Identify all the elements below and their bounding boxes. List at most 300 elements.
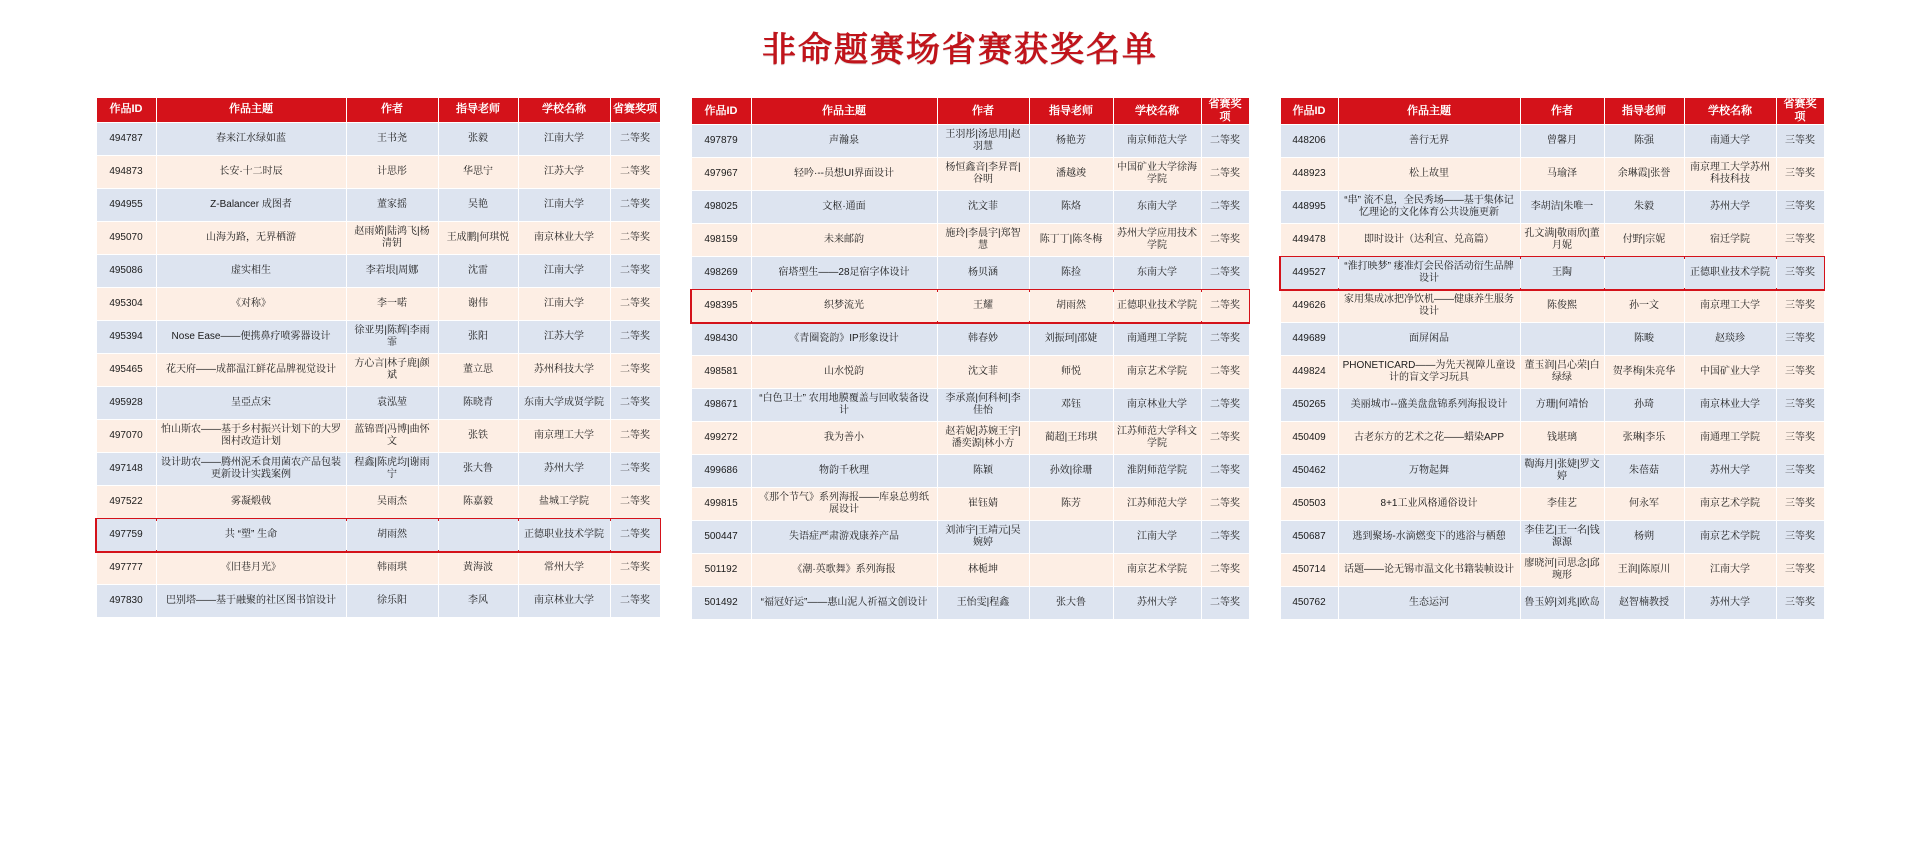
- table-row: [691, 125, 1249, 158]
- cell-author: 王书尧: [346, 123, 438, 156]
- table-wrap-left: [96, 97, 661, 618]
- cell-author: 徐亚男|陈辉|李雨霏: [346, 321, 438, 354]
- cell-award: 二等奖: [1201, 290, 1249, 323]
- column-header-theme: 作品主题: [751, 98, 937, 125]
- cell-teacher: 胡雨然: [1029, 290, 1113, 323]
- cell-teacher: 陈晓青: [438, 387, 518, 420]
- cell-theme: 文枢·通面: [751, 191, 937, 224]
- cell-theme: 物韵千秋理: [751, 455, 937, 488]
- cell-school: 中国矿业大学徐海学院: [1113, 158, 1201, 191]
- cell-award: 二等奖: [610, 156, 660, 189]
- table-row: [1280, 125, 1824, 158]
- cell-school: 常州大学: [518, 552, 610, 585]
- cell-id: 497759: [96, 519, 156, 552]
- table-row: [691, 224, 1249, 257]
- cell-id: 499686: [691, 455, 751, 488]
- cell-theme: 《那个节气》系列海报——库泉总剪纸展设计: [751, 488, 937, 521]
- cell-theme: 花天府——成都温江鲜花品牌视觉设计: [156, 354, 346, 387]
- cell-id: 498430: [691, 323, 751, 356]
- column-header-award: 省赛奖项: [1776, 98, 1824, 125]
- cell-school: 宿迁学院: [1684, 224, 1776, 257]
- cell-award: 二等奖: [1201, 455, 1249, 488]
- cell-theme: 未来邮韵: [751, 224, 937, 257]
- cell-theme: 山水悦韵: [751, 356, 937, 389]
- cell-id: 497522: [96, 486, 156, 519]
- cell-theme: 《对称》: [156, 288, 346, 321]
- cell-award: 三等奖: [1776, 422, 1824, 455]
- cell-id: 494955: [96, 189, 156, 222]
- cell-award: 二等奖: [610, 189, 660, 222]
- cell-teacher: 王成鹏|何琪悦: [438, 222, 518, 255]
- cell-award: 三等奖: [1776, 554, 1824, 587]
- cell-theme: 失语症严肃游戏康养产品: [751, 521, 937, 554]
- cell-teacher: 黄海波: [438, 552, 518, 585]
- cell-id: 495928: [96, 387, 156, 420]
- cell-award: 二等奖: [1201, 587, 1249, 620]
- cell-school: 南京林业大学: [1684, 389, 1776, 422]
- cell-teacher: 华思宁: [438, 156, 518, 189]
- cell-award: 二等奖: [1201, 191, 1249, 224]
- table-row: [691, 290, 1249, 323]
- cell-award: 三等奖: [1776, 488, 1824, 521]
- cell-school: 南京师范大学: [1113, 125, 1201, 158]
- cell-school: 苏州科技大学: [518, 354, 610, 387]
- table-row: [691, 323, 1249, 356]
- table-row: [96, 387, 660, 420]
- cell-award: 三等奖: [1776, 158, 1824, 191]
- cell-award: 三等奖: [1776, 356, 1824, 389]
- cell-id: 494787: [96, 123, 156, 156]
- cell-id: 450687: [1280, 521, 1338, 554]
- cell-theme: 即时设计（达利宣、兑高篇）: [1338, 224, 1520, 257]
- cell-teacher: 邓钰: [1029, 389, 1113, 422]
- cell-author: 董玉润|吕心荣|白绿绿: [1520, 356, 1604, 389]
- cell-theme: 话题——论无锡市温文化书籍装帧设计: [1338, 554, 1520, 587]
- cell-school: 中国矿业大学: [1684, 356, 1776, 389]
- column-header-theme: 作品主题: [156, 98, 346, 123]
- table-row: [1280, 554, 1824, 587]
- cell-theme: “淮打映梦” 瘘准灯会民俗活动衍生品牌设计: [1338, 257, 1520, 290]
- cell-teacher: 蔺超|王玮琪: [1029, 422, 1113, 455]
- cell-school: 江南大学: [518, 189, 610, 222]
- table-row: [96, 288, 660, 321]
- cell-teacher: 董立思: [438, 354, 518, 387]
- cell-theme: 古老东方的艺术之花——蜡染APP: [1338, 422, 1520, 455]
- cell-id: 495086: [96, 255, 156, 288]
- cell-teacher: 陈强: [1604, 125, 1684, 158]
- cell-award: 三等奖: [1776, 323, 1824, 356]
- table-row: [691, 422, 1249, 455]
- cell-school: 南京林业大学: [1113, 389, 1201, 422]
- cell-school: 江苏大学: [518, 156, 610, 189]
- cell-id: 495394: [96, 321, 156, 354]
- column-header-id: 作品ID: [96, 98, 156, 123]
- cell-award: 二等奖: [1201, 389, 1249, 422]
- cell-author: 孔文满|敬雨欣|董月妮: [1520, 224, 1604, 257]
- table-row: [1280, 521, 1824, 554]
- cell-id: 497070: [96, 420, 156, 453]
- cell-id: 498671: [691, 389, 751, 422]
- cell-id: 498159: [691, 224, 751, 257]
- cell-teacher: 陈芳: [1029, 488, 1113, 521]
- cell-school: 东南大学: [1113, 257, 1201, 290]
- cell-author: 李若垠|周娜: [346, 255, 438, 288]
- cell-author: 陈颖: [937, 455, 1029, 488]
- cell-teacher: 张大鲁: [1029, 587, 1113, 620]
- table-row: [96, 585, 660, 618]
- cell-award: 三等奖: [1776, 389, 1824, 422]
- table-row: [1280, 158, 1824, 191]
- cell-author: 徐乐阳: [346, 585, 438, 618]
- cell-award: 二等奖: [1201, 356, 1249, 389]
- table-row: [1280, 587, 1824, 620]
- cell-award: 三等奖: [1776, 290, 1824, 323]
- cell-id: 501192: [691, 554, 751, 587]
- cell-school: 南京艺术学院: [1684, 521, 1776, 554]
- cell-teacher: 余琳霞|张誉: [1604, 158, 1684, 191]
- cell-theme: 山海为路，无界栖游: [156, 222, 346, 255]
- cell-award: 二等奖: [610, 387, 660, 420]
- cell-theme: 松上故里: [1338, 158, 1520, 191]
- column-header-id: 作品ID: [691, 98, 751, 125]
- cell-award: 三等奖: [1776, 224, 1824, 257]
- cell-teacher: 张毅: [438, 123, 518, 156]
- cell-id: 498269: [691, 257, 751, 290]
- cell-theme: 面屏闲品: [1338, 323, 1520, 356]
- cell-id: 448923: [1280, 158, 1338, 191]
- cell-school: 正德职业技术学院: [1113, 290, 1201, 323]
- table-row: [96, 255, 660, 288]
- table-row: [1280, 224, 1824, 257]
- cell-school: 南京理工大学苏州科技科技: [1684, 158, 1776, 191]
- cell-award: 二等奖: [1201, 323, 1249, 356]
- cell-teacher: 何永军: [1604, 488, 1684, 521]
- cell-school: 东南大学成贤学院: [518, 387, 610, 420]
- cell-author: 蓝锦晋|冯博|曲怀文: [346, 420, 438, 453]
- cell-teacher: 孙琦: [1604, 389, 1684, 422]
- cell-award: 二等奖: [610, 552, 660, 585]
- cell-author: 赵雨婼|陆鸿飞|杨清钥: [346, 222, 438, 255]
- cell-id: 494873: [96, 156, 156, 189]
- cell-teacher: 谢伟: [438, 288, 518, 321]
- column-header-id: 作品ID: [1280, 98, 1338, 125]
- table-header-row: [691, 98, 1249, 125]
- table-row: [1280, 191, 1824, 224]
- cell-id: 449527: [1280, 257, 1338, 290]
- table-row: [96, 156, 660, 189]
- cell-id: 498581: [691, 356, 751, 389]
- cell-teacher: [1029, 521, 1113, 554]
- cell-teacher: 张阳: [438, 321, 518, 354]
- column-header-award: 省赛奖项: [610, 98, 660, 123]
- cell-school: 南通大学: [1684, 125, 1776, 158]
- cell-id: 448995: [1280, 191, 1338, 224]
- cell-theme: Nose Ease——便携鼻疗喷雾器设计: [156, 321, 346, 354]
- cell-award: 二等奖: [610, 321, 660, 354]
- cell-school: 盐城工学院: [518, 486, 610, 519]
- cell-author: 曾馨月: [1520, 125, 1604, 158]
- cell-theme: Z-Balancer 成图者: [156, 189, 346, 222]
- table-row: [691, 356, 1249, 389]
- cell-author: 鞫海月|张婕|罗文婷: [1520, 455, 1604, 488]
- cell-teacher: 付野|宗妮: [1604, 224, 1684, 257]
- cell-school: 江南大学: [518, 123, 610, 156]
- cell-theme: 美丽城市--盛美盘盘锦系列海报设计: [1338, 389, 1520, 422]
- cell-theme: “串” 流不息，全民秀场——基于集体记忆理论的文化体育公共设施更新: [1338, 191, 1520, 224]
- cell-school: 苏州大学应用技术学院: [1113, 224, 1201, 257]
- cell-id: 495465: [96, 354, 156, 387]
- cell-id: 495070: [96, 222, 156, 255]
- column-header-school: 学校名称: [1684, 98, 1776, 125]
- cell-id: 450503: [1280, 488, 1338, 521]
- table-row: [1280, 455, 1824, 488]
- cell-theme: 怕山斯农——基于乡村振兴计划下的大罗图村改造计划: [156, 420, 346, 453]
- cell-theme: 《潮·英歌舞》系列海报: [751, 554, 937, 587]
- cell-teacher: 陈烙: [1029, 191, 1113, 224]
- table-wrap-right: [1280, 97, 1825, 620]
- cell-author: 崔钰婧: [937, 488, 1029, 521]
- cell-award: 二等奖: [610, 519, 660, 552]
- cell-id: 498025: [691, 191, 751, 224]
- cell-award: 二等奖: [1201, 488, 1249, 521]
- table-header-row: [1280, 98, 1824, 125]
- cell-theme: 家用集成冰把净饮机——健康养生服务设计: [1338, 290, 1520, 323]
- cell-id: 497967: [691, 158, 751, 191]
- cell-author: 李承熹|何科柯|李佳怡: [937, 389, 1029, 422]
- cell-award: 三等奖: [1776, 125, 1824, 158]
- cell-school: 苏州大学: [1684, 587, 1776, 620]
- cell-author: 杨贝涵: [937, 257, 1029, 290]
- cell-school: 正德职业技术学院: [1684, 257, 1776, 290]
- cell-id: 500447: [691, 521, 751, 554]
- cell-school: 南京艺术学院: [1684, 488, 1776, 521]
- cell-theme: 《青圈瓷韵》IP形象设计: [751, 323, 937, 356]
- cell-author: 李佳艺: [1520, 488, 1604, 521]
- cell-id: 495304: [96, 288, 156, 321]
- cell-school: 赵琰珍: [1684, 323, 1776, 356]
- table-row: [691, 257, 1249, 290]
- cell-school: 淮阴师范学院: [1113, 455, 1201, 488]
- table-row: [1280, 257, 1824, 290]
- column-header-school: 学校名称: [1113, 98, 1201, 125]
- cell-teacher: 赵智楠教授: [1604, 587, 1684, 620]
- cell-author: 王耀: [937, 290, 1029, 323]
- table-row: [96, 321, 660, 354]
- cell-teacher: 王润|陈原川: [1604, 554, 1684, 587]
- cell-teacher: 孙一文: [1604, 290, 1684, 323]
- cell-id: 501492: [691, 587, 751, 620]
- cell-id: 448206: [1280, 125, 1338, 158]
- cell-theme: 8+1工业风格通俗设计: [1338, 488, 1520, 521]
- cell-school: 苏州大学: [1684, 191, 1776, 224]
- cell-award: 二等奖: [610, 123, 660, 156]
- cell-id: 449824: [1280, 356, 1338, 389]
- tables-container: [0, 97, 1920, 620]
- cell-award: 二等奖: [1201, 224, 1249, 257]
- cell-award: 二等奖: [610, 420, 660, 453]
- cell-school: 南通理工学院: [1684, 422, 1776, 455]
- cell-id: 498395: [691, 290, 751, 323]
- cell-id: 449626: [1280, 290, 1338, 323]
- cell-school: 南京理工大学: [1684, 290, 1776, 323]
- cell-author: 林栀坤: [937, 554, 1029, 587]
- cell-teacher: 杨艳芳: [1029, 125, 1113, 158]
- column-header-author: 作者: [346, 98, 438, 123]
- column-header-teacher: 指导老师: [1029, 98, 1113, 125]
- award-table-right: [1280, 97, 1825, 620]
- cell-theme: 善行无界: [1338, 125, 1520, 158]
- cell-teacher: 刘振珂|邵婕: [1029, 323, 1113, 356]
- cell-theme: 设计助农——腾州泥禾食用菌农产品包装更新设计实践案例: [156, 453, 346, 486]
- cell-author: 吴雨杰: [346, 486, 438, 519]
- award-table-middle: [691, 97, 1250, 620]
- table-row: [96, 519, 660, 552]
- cell-award: 二等奖: [1201, 158, 1249, 191]
- cell-award: 二等奖: [610, 288, 660, 321]
- cell-school: 东南大学: [1113, 191, 1201, 224]
- table-row: [96, 123, 660, 156]
- cell-school: 南京艺术学院: [1113, 356, 1201, 389]
- cell-author: 程鑫|陈虎均|谢雨宁: [346, 453, 438, 486]
- column-header-school: 学校名称: [518, 98, 610, 123]
- cell-teacher: 李风: [438, 585, 518, 618]
- table-row: [1280, 290, 1824, 323]
- cell-award: 二等奖: [610, 585, 660, 618]
- cell-id: 497148: [96, 453, 156, 486]
- column-header-author: 作者: [1520, 98, 1604, 125]
- table-row: [96, 354, 660, 387]
- cell-award: 二等奖: [610, 354, 660, 387]
- cell-award: 二等奖: [1201, 422, 1249, 455]
- cell-author: 袁泓堃: [346, 387, 438, 420]
- cell-theme: 共 “塑” 生命: [156, 519, 346, 552]
- cell-theme: 逃到聚场-水滴燃变下的逃浴与栖憩: [1338, 521, 1520, 554]
- cell-theme: 轻吟·--员想UI界面设计: [751, 158, 937, 191]
- cell-id: 450409: [1280, 422, 1338, 455]
- cell-theme: 宿塔型生——28足宿字体设计: [751, 257, 937, 290]
- cell-award: 二等奖: [1201, 521, 1249, 554]
- cell-author: 董家摇: [346, 189, 438, 222]
- cell-teacher: 孙效|徐珊: [1029, 455, 1113, 488]
- column-header-award: 省赛奖项: [1201, 98, 1249, 125]
- cell-school: 正德职业技术学院: [518, 519, 610, 552]
- cell-award: 二等奖: [1201, 257, 1249, 290]
- cell-theme: PHONETICARD——为先天视障儿童设计的盲文学习玩具: [1338, 356, 1520, 389]
- page-title: 非命题赛场省赛获奖名单: [762, 32, 1158, 69]
- table-row: [1280, 356, 1824, 389]
- table-row: [96, 222, 660, 255]
- cell-teacher: 陈嘉毅: [438, 486, 518, 519]
- cell-school: 苏州大学: [518, 453, 610, 486]
- cell-author: 李佳艺|王一名|钱源源: [1520, 521, 1604, 554]
- cell-school: 江苏师范大学: [1113, 488, 1201, 521]
- cell-author: 王怡雯|程鑫: [937, 587, 1029, 620]
- cell-school: 南京艺术学院: [1113, 554, 1201, 587]
- cell-author: 廖晓河|司思念|邱琬形: [1520, 554, 1604, 587]
- table-row: [691, 554, 1249, 587]
- cell-theme: 长安·十二时辰: [156, 156, 346, 189]
- cell-award: 二等奖: [610, 453, 660, 486]
- cell-id: 449689: [1280, 323, 1338, 356]
- table-row: [96, 189, 660, 222]
- cell-author: 陈俊熙: [1520, 290, 1604, 323]
- cell-id: 450265: [1280, 389, 1338, 422]
- cell-award: 三等奖: [1776, 191, 1824, 224]
- cell-author: 韩雨琪: [346, 552, 438, 585]
- cell-author: 钱堪璃: [1520, 422, 1604, 455]
- cell-theme: 呈亞点宋: [156, 387, 346, 420]
- cell-teacher: [1029, 554, 1113, 587]
- cell-theme: 我为善小: [751, 422, 937, 455]
- cell-award: 三等奖: [1776, 587, 1824, 620]
- table-header-row: [96, 98, 660, 123]
- cell-teacher: 潘越竣: [1029, 158, 1113, 191]
- cell-id: 450462: [1280, 455, 1338, 488]
- cell-teacher: 张铁: [438, 420, 518, 453]
- cell-school: 南京理工大学: [518, 420, 610, 453]
- cell-school: 江南大学: [518, 255, 610, 288]
- cell-teacher: [438, 519, 518, 552]
- cell-award: 二等奖: [1201, 125, 1249, 158]
- table-row: [1280, 422, 1824, 455]
- award-table-left: [96, 97, 661, 618]
- cell-author: 胡雨然: [346, 519, 438, 552]
- table-body-middle: [691, 125, 1249, 620]
- cell-theme: 春来江水绿如蓝: [156, 123, 346, 156]
- cell-teacher: 杨朔: [1604, 521, 1684, 554]
- cell-teacher: 陈捡: [1029, 257, 1113, 290]
- cell-author: 马瑜泽: [1520, 158, 1604, 191]
- cell-author: 施玲|李晨宇|郑智慧: [937, 224, 1029, 257]
- cell-teacher: 朱毅: [1604, 191, 1684, 224]
- cell-author: 方珊|何靖怡: [1520, 389, 1604, 422]
- cell-id: 497830: [96, 585, 156, 618]
- cell-theme: 《旧巷月光》: [156, 552, 346, 585]
- cell-id: 450762: [1280, 587, 1338, 620]
- cell-theme: 生态运河: [1338, 587, 1520, 620]
- table-row: [1280, 488, 1824, 521]
- cell-teacher: 陈丁丁|陈冬梅: [1029, 224, 1113, 257]
- cell-award: 二等奖: [610, 486, 660, 519]
- cell-school: 南京林业大学: [518, 222, 610, 255]
- cell-id: 499815: [691, 488, 751, 521]
- cell-award: 二等奖: [1201, 554, 1249, 587]
- cell-author: 赵若妮|苏婉王宇|潘奕源|林小方: [937, 422, 1029, 455]
- column-header-author: 作者: [937, 98, 1029, 125]
- table-row: [96, 453, 660, 486]
- column-header-teacher: 指导老师: [438, 98, 518, 123]
- table-row: [1280, 323, 1824, 356]
- cell-teacher: 朱蓓菇: [1604, 455, 1684, 488]
- cell-school: 江南大学: [518, 288, 610, 321]
- table-row: [96, 420, 660, 453]
- cell-author: 韩春妙: [937, 323, 1029, 356]
- cell-author: 李胡洁|朱唯一: [1520, 191, 1604, 224]
- cell-author: 方心言|林子鹿|颜斌: [346, 354, 438, 387]
- cell-author: 鲁玉婷|刘兆|欧岛: [1520, 587, 1604, 620]
- cell-teacher: 贺孝梅|朱亮华: [1604, 356, 1684, 389]
- table-body-right: [1280, 125, 1824, 620]
- cell-teacher: [1604, 257, 1684, 290]
- cell-award: 三等奖: [1776, 455, 1824, 488]
- cell-theme: 虚实相生: [156, 255, 346, 288]
- table-row: [96, 486, 660, 519]
- cell-teacher: 陈畯: [1604, 323, 1684, 356]
- table-row: [691, 191, 1249, 224]
- cell-school: 南京林业大学: [518, 585, 610, 618]
- cell-school: 江南大学: [1684, 554, 1776, 587]
- cell-author: [1520, 323, 1604, 356]
